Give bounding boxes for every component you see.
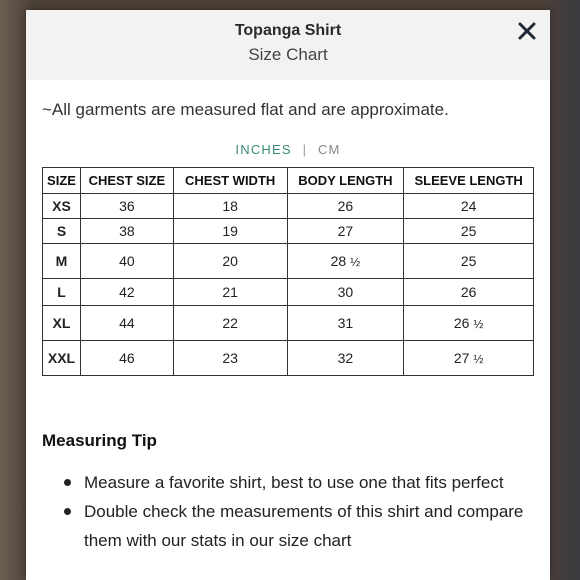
cell-value: 27	[337, 223, 354, 239]
table-row	[43, 194, 534, 219]
table-cell	[404, 194, 534, 219]
size-chart-modal	[26, 10, 550, 580]
measurement-note: ~All garments are measured flat and are approximate.	[42, 100, 449, 119]
cell-fraction: ½	[473, 352, 484, 366]
cell-value: 38	[119, 223, 135, 239]
table-cell	[173, 244, 287, 279]
column-header: CHEST SIZE	[80, 168, 173, 194]
cell-fraction: ½	[350, 255, 361, 269]
modal-header	[26, 10, 550, 80]
unit-inches-tab[interactable]: INCHES	[235, 142, 292, 157]
table-cell	[43, 306, 81, 341]
table-cell	[80, 341, 173, 376]
table-cell	[173, 341, 287, 376]
cell-value: 20	[222, 253, 238, 269]
table-cell	[43, 341, 81, 376]
table-cell	[287, 306, 404, 341]
table-cell	[404, 279, 534, 306]
table-cell	[287, 244, 404, 279]
table-row	[43, 244, 534, 279]
table-cell	[173, 306, 287, 341]
cell-value: XXL	[47, 350, 76, 366]
cell-value: 21	[222, 284, 238, 300]
table-cell	[80, 244, 173, 279]
table-cell	[404, 341, 534, 376]
measuring-tip-heading: Measuring Tip	[42, 431, 157, 450]
modal-title: Topanga Shirt	[234, 22, 342, 39]
cell-value: S	[56, 223, 67, 239]
table-cell	[287, 219, 404, 244]
table-cell	[43, 194, 81, 219]
cell-value: 46	[119, 350, 135, 366]
cell-value: 36	[119, 198, 135, 214]
table-cell	[43, 244, 81, 279]
cell-value: 23	[222, 350, 238, 366]
column-header: SLEEVE LENGTH	[404, 168, 534, 194]
cell-value: 27	[453, 350, 470, 366]
table-header-row	[43, 168, 534, 194]
cell-value: M	[55, 253, 68, 269]
table-cell	[173, 194, 287, 219]
cell-value: 40	[119, 253, 135, 269]
column-header: BODY LENGTH	[287, 168, 404, 194]
table-cell	[43, 219, 81, 244]
table-cell	[80, 279, 173, 306]
table-cell	[80, 306, 173, 341]
cell-value: 28	[330, 253, 347, 269]
table-cell	[404, 219, 534, 244]
tip-list	[42, 468, 532, 555]
table-row	[43, 341, 534, 376]
cell-value: 24	[460, 198, 477, 214]
table-cell	[43, 279, 81, 306]
list-item: Measure a favorite shirt, best to use one that fits perfect	[84, 468, 532, 497]
table-cell	[404, 306, 534, 341]
modal-subtitle: Size Chart	[248, 45, 328, 64]
table-cell	[287, 279, 404, 306]
table-cell	[173, 279, 287, 306]
table-cell	[287, 194, 404, 219]
table-cell	[404, 244, 534, 279]
size-table	[42, 167, 534, 376]
table-row	[43, 279, 534, 306]
cell-value: 25	[460, 223, 477, 239]
cell-value: 44	[119, 315, 135, 331]
cell-value: 26	[460, 284, 477, 300]
cell-fraction: ½	[473, 317, 484, 331]
cell-value: 26	[453, 315, 470, 331]
cell-value: XS	[52, 198, 71, 214]
cell-value: 22	[222, 315, 238, 331]
table-row	[43, 219, 534, 244]
cell-value: 42	[119, 284, 135, 300]
list-item: Double check the measurements of this shirt and compare them with our stats in our size chart	[84, 497, 532, 555]
column-header: CHEST WIDTH	[173, 168, 287, 194]
cell-value: 32	[337, 350, 354, 366]
cell-value: 26	[337, 198, 354, 214]
cell-value: 25	[460, 253, 477, 269]
cell-value: 30	[337, 284, 354, 300]
unit-toggle	[26, 142, 550, 157]
close-icon[interactable]	[516, 20, 538, 42]
table-cell	[287, 341, 404, 376]
table-row	[43, 306, 534, 341]
cell-value: 19	[222, 223, 238, 239]
cell-value: XL	[52, 315, 71, 331]
table-cell	[173, 219, 287, 244]
cell-value: 31	[337, 315, 354, 331]
table-cell	[80, 219, 173, 244]
unit-separator: |	[302, 142, 308, 157]
cell-value: L	[57, 284, 66, 300]
table-cell	[80, 194, 173, 219]
cell-value: 18	[222, 198, 238, 214]
column-header: SIZE	[43, 168, 81, 194]
unit-cm-tab[interactable]: CM	[317, 142, 341, 157]
